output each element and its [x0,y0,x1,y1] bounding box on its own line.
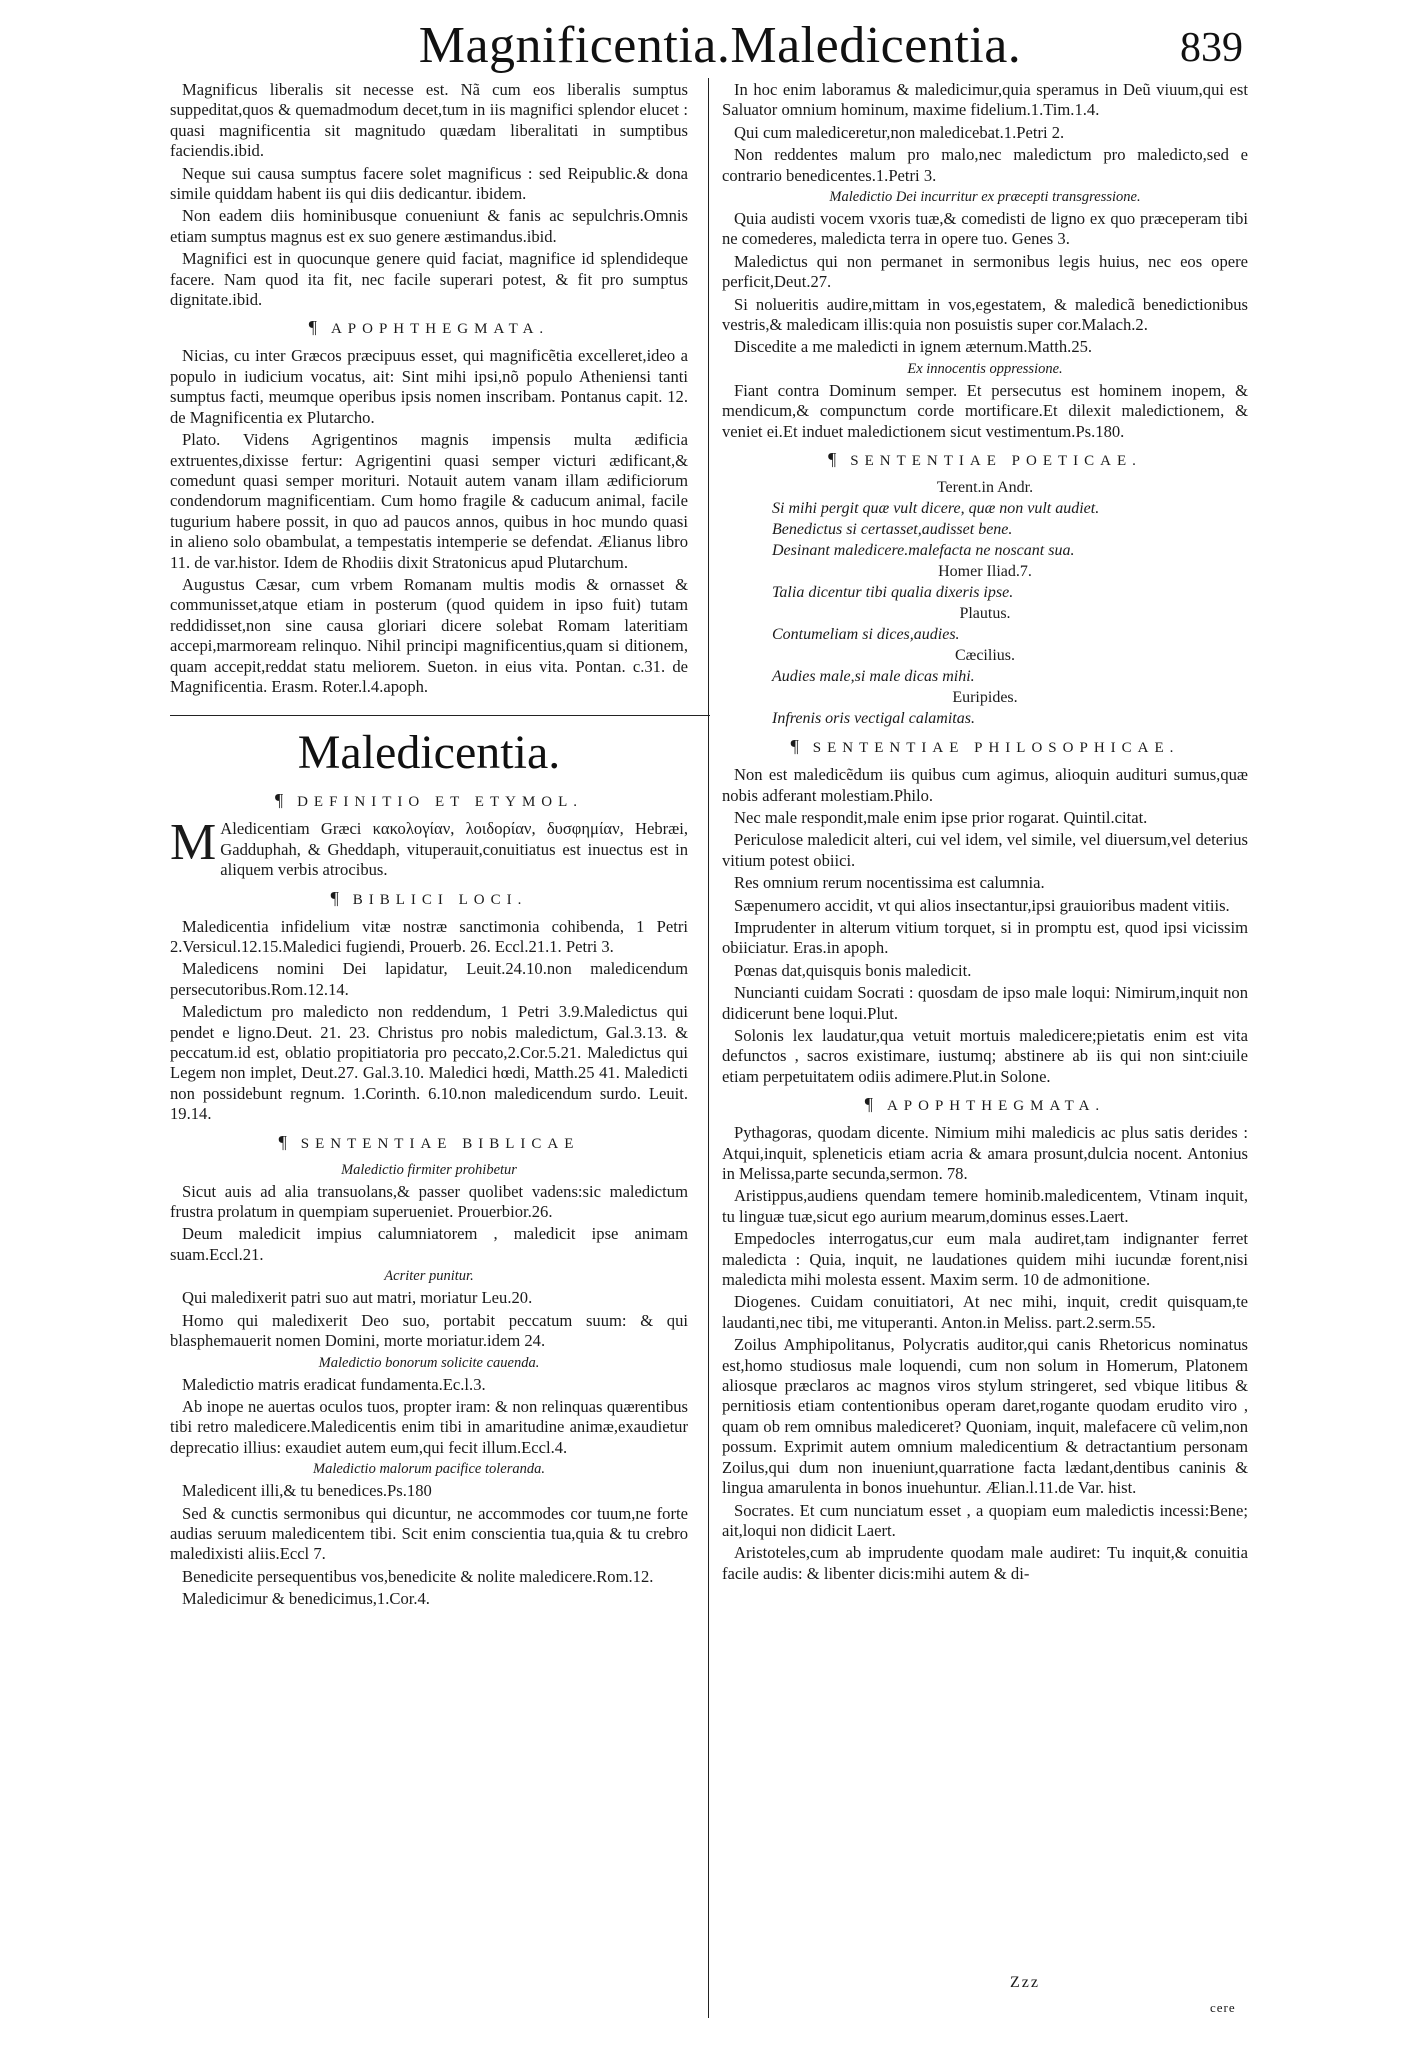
philosophicae-heading: ¶ SENTENTIAE PHILOSOPHICAE. [790,736,1180,757]
biblicae-continued [722,80,1248,186]
verse-line: Si mihi pergit quæ vult dicere, quæ non vult audiet. [772,500,1100,518]
philosophical-sentence: Periculose maledicit alteri, cui vel idem, vel simile, vel diuersum,vel deterius vitium potest obiici. [722,830,1248,870]
subhead-bonorum: Maledictio bonorum solicite cauenda. [318,1354,540,1371]
subhead-prohibetur: Maledictio firmiter prohibetur [341,1161,517,1178]
bible-sentence: Ab inope ne auertas oculos tuos, propter iram: & non relinquas quærentibus tibi retro maledicere.Maledicentis enim tibi in amaritudine animæ,exaudietur deprecatio illius: exaudiet autem eum,qui fecit illum.Eccl.4. [170,1396,688,1457]
bible-reference: Maledictum pro maledicto non reddendum, 1 Petri 3.9.Maledictus qui pendet e ligno.Deut. 21. 23. Christus pro nobis maledictum, Gal.3.13. & peccatum.id est, oblatio propitiatoria pro peccato,2.Cor.5.21. Maledictus qui Legem non implet, Deut.27. Gal.3.10. Maledici hœdi, Matth.25 41. Maledicti non possidebunt regnum. 1.Corinth. 6.10.non maledicendum surdo. Leuit. 19.14. [170,1002,688,1124]
biblicae-group-6 [722,381,1248,442]
bible-sentence: Deum maledicit impius calumniatorem , maledicit ipse animam suam.Eccl.21. [170,1224,688,1264]
apophthegm: Aristoteles,cum ab imprudente quodam male audiret: Tu inquit,& conuitia facile audis: & libenter dicis:mihi autem & di- [722,1543,1248,1583]
magnificentia-intro [170,80,688,310]
philosophical-sentence: Non est maledicẽdum iis quibus cum agimus, alioquin audituri sumus,quæ nobis adferant molestiam.Philo. [722,765,1248,805]
bible-sentence: Quia audisti vocem vxoris tuæ,& comedisti de ligno ex quo præceperam tibi ne comederes, maledicta terra in opere tuo. Genes 3. [722,209,1248,249]
poet-name: Homer Iliad.7. [938,563,1032,581]
apophthegm: Zoilus Amphipolitanus, Polycratis auditor,qui canis Rhetoricus nominatus est,homo studiosus male loquendi, cum non solum in Homerum, Platonem aliosque præclaros ac magnos viros stylum stringeret, sed vbique litibus & pernitiosis etiam contentionibus operam daret,rogante quodam erudito viro , quam ob rem omnibus malediceret? Quoniam, inquit, malefacere cũ velim,non possum. Exprimit autem omnium maledicentium & detractantium personam Zoilus,qui dum non inueniunt,quarratione facta lædant,dentibus caninis & lingua amarulenta in bonos inuehuntur. Ælian.l.11.de Var. hist. [722,1335,1248,1498]
apophthegm: Diogenes. Cuidam conuitiatori, At nec mihi, inquit, credit quisquam,te laudanti,nec tibi, me vituperanti. Anton.in Meliss. part.2.serm.55. [722,1292,1248,1332]
philosophical-sentence: Sæpenumero accidit, vt qui alios insectantur,ipsi grauioribus madent vitiis. [734,895,1230,915]
philosophical-sentence: Pœnas dat,quisquis bonis maledicit. [734,960,972,980]
paragraph: Non eadem diis hominibusque conueniunt & fanis ac sepulchris.Omnis etiam sumptus magnus est ex suo genere æstimandus.ibid. [170,206,688,246]
running-header-title: Magnificentia.Maledicentia. [418,17,1022,74]
left-apophthegmata-heading: ¶ APOPHTHEGMATA. [308,317,550,338]
apophthegm: Nicias, cu inter Græcos præcipuus esset, qui magnificẽtia excelleret,ideo a populo in iudicium vocatus, ait: Sint mihi ipsi,nõ populo Atheniensi tanti sumptus facti, meumque operibus ipsis nomen inscribam. Pontanus capit. 12. de Magnificentia ex Plutarcho. [170,346,688,427]
verse-line: Contumeliam si dices,audies. [772,626,960,644]
apophthegm: Pythagoras, quodam dicente. Nimium mihi maledicis ac plus satis derides : Atqui,inquit, spleneticis etiam acria & amara prosunt,dulcia nocent. Antonius in Melissa,parte secunda,sermon. 78. [722,1123,1248,1183]
apophthegm: Empedocles interrogatus,cur eum mala audiret,tam indignanter ferret maledicta : Quia, inquit, ne laudationes quidem mihi iucundæ forent,nisi maledicta mihi molesta essent. Maxim serm. 10 de admonitione. [722,1229,1248,1290]
bible-sentence: Qui maledixerit patri suo aut matri, moriatur Leu.20. [182,1288,533,1308]
bible-sentence: Si nolueritis audire,mittam in vos,egestatem, & maledicã benedictionibus vestris,& maledicam illis:quia non posuistis super cor.Malach.2. [722,294,1248,335]
left-apophthegmata-list [170,346,688,697]
bible-sentence: In hoc enim laboramus & maledicimur,quia speramus in Deũ viuum,qui est Saluator omnium hominum, maxime fidelium.1.Tim.1.4. [722,80,1248,120]
biblicae-group-2 [170,1288,688,1351]
right-apophthegmata-heading: ¶ APOPHTHEGMATA. [864,1094,1106,1115]
bible-reference: Maledicentia infidelium vitæ nostræ sanctimonia cohibenda, 1 Petri 2.Versicul.12.15.Maledici fugiendi, Prouerb. 26. Eccl.21.1. Petri 3. [170,916,688,956]
poet-name: Euripides. [952,689,1018,707]
apophthegm: Augustus Cæsar, cum vrbem Romanam multis modis & ornasset & communisset,atque etiam in posterum (quod quidem in ipso fuit) tutam reddidisset,non sine causa gloriari dicere solebat Romam lateritiam accepi,marmoream relinquo. Nihil principi magnificentius,quam si ditionem, quam accepit,reddat statu meliorem. Sueton. in eius vita. Pontan. c.31. de Magnificentia. Erasm. Roter.l.4.apoph. [170,574,688,696]
verse-line: Desinant maledicere.malefacta ne noscant sua. [772,542,1075,560]
bible-sentence: Qui cum malediceretur,non maledicebat.1.Petri 2. [734,122,1065,142]
philosophicae-list [722,765,1248,1087]
right-column [722,80,1248,1586]
poet-name: Cæcilius. [954,647,1015,665]
philosophical-sentence: Imprudenter in alterum vitium torquet, si in promptu est, quod ipsi vicissim obiiciatur. Eras.in apoph. [722,917,1248,958]
bible-sentence: Sed & cunctis sermonibus qui dicuntur, ne accommodes cor tuum,ne forte audias seruum maledicentem tibi. Scit enim conscientia tua,quia & tu crebro maledixisti aliis.Eccl 7. [170,1503,688,1564]
apophthegm: Plato. Videns Agrigentinos magnis impensis multa ædificia extruentes,dixisse fertur: Agrigentini quasi semper victuri ædificant,& comedunt quasi semper morituri. Notauit autem vanam illam ædificiorum condendorum magnificentiam. Cum homo fragile & caducum animal, facile tugurium habere possit, in quo ad paucos annos, quibus in hoc mundo quasi in alieno solo obambulat, a tempestatis intemperie se defendat. Ælianus libro 11. de var.histor. Idem de Rhodiis dixit Stratonicus apud Plutarchum. [170,430,688,572]
bible-sentence: Maledictus qui non permanet in sermonibus legis huius, nec eos opere perficit,Deut.27. [722,251,1248,292]
biblici-loci-list [170,917,688,1125]
subhead-malorum: Maledictio malorum pacifice toleranda. [313,1461,545,1478]
biblicae-group-3 [170,1375,688,1459]
poeticae-heading: ¶ SENTENTIAE POETICAE. [828,449,1142,470]
verse-line: Infrenis oris vectigal calamitas. [772,710,975,728]
column-divider [708,78,709,2018]
page-number: 839 [1180,25,1243,71]
paragraph: Magnifici est in quocunque genere quid faciat, magnifice id splendideque facere. Nam quod ita fit, nec facile superari potest, & fit pro sumptus dignitate.ibid. [170,249,688,310]
philosophical-sentence: Solonis lex laudatur,qua vetuit mortuis maledicere;pietatis enim est vita defunctos , sacros existimare, iustumq; abstinere ab iis qui non sint:ciuile etiam perpetuitatem odiis adimere.Plut.in Solone. [722,1025,1248,1086]
biblici-loci-heading: ¶ BIBLICI LOCI. [330,887,528,908]
drop-cap: M [170,814,217,872]
bible-sentence: Homo qui maledixerit Deo suo, portabit peccatum suum: & qui blasphemauerit nomen Domini, morte moriatur.idem 24. [170,1310,688,1351]
definitio-paragraph: M Aledicentiam Græci κακολογίαν, λοιδορίαν, δυσφημίαν, Hebræi, Gadduphah, & Gheddaph, vituperauit,conuitiatus est inuectus est in aliquem verbis atrocibus. [170,814,688,880]
apophthegm: Socrates. Et cum nunciatum esset , a quopiam eum maledictis incessi:Bene; ait,loqui non didicit Laert. [722,1500,1248,1540]
left-column [170,80,688,1612]
philosophical-sentence: Res omnium rerum nocentissima est calumnia. [734,873,1045,893]
right-apophthegmata-list [722,1123,1248,1584]
section-rule [170,715,710,716]
paragraph: Magnificus liberalis sit necesse est. Nã cum eos liberalis sumptus suppeditat,quos & quemadmodum decet,tum in iis magnifici splendor elucet : quasi magnificentia sit magnitudo quædam liberalitati in sumptibus faciendis.ibid. [170,80,688,161]
section-title-maledicentia: Maledicentia. [297,726,561,780]
poet-name: Terent.in Andr. [936,479,1034,497]
verse-line: Talia dicentur tibi qualia dixeris ipse. [772,584,1014,602]
bible-sentence: Benedicite persequentibus vos,benedicite & nolite maledicere.Rom.12. [182,1566,654,1586]
bible-sentence: Sicut auis ad alia transuolans,& passer quolibet vadens:sic maledictum frustra prolatum in quempiam superueniet. Prouerbior.26. [170,1181,688,1222]
bible-sentence: Fiant contra Dominum semper. Et persecutus est hominem inopem, & mendicum,& compunctum corde mortificare.Et dilexit maledictionem, & veniet ei.Et induet maledictionem sicut vestimentum.Ps.180. [722,380,1248,441]
bible-sentence: Maledictio matris eradicat fundamenta.Ec.l.3. [182,1374,486,1394]
sententiae-biblicae-heading: ¶ SENTENTIAE BIBLICAE [278,1131,580,1152]
poetic-quotes [722,478,1248,729]
philosophical-sentence: Nec male respondit,male enim ipse prior rogarat. Quintil.citat. [734,807,1148,827]
catchword: cere [1210,2000,1236,2015]
bible-sentence: Maledicimur & benedicimus,1.Cor.4. [182,1589,430,1609]
biblicae-group-4 [170,1481,688,1609]
verse-line: Audies male,si male dicas mihi. [772,668,975,686]
verse-line: Benedictus si certasset,audisset bene. [772,521,1013,539]
definitio-heading: ¶ DEFINITIO ET ETYMOL. [274,790,584,811]
biblicae-group-1 [170,1182,688,1266]
signature-mark: Zzz [1010,1974,1040,1991]
bible-sentence: Non reddentes malum pro malo,nec maledictum pro maledicto,sed e contrario benedicentes.1.Petri 3. [722,145,1248,185]
subhead-transgressione: Maledictio Dei incurritur ex præcepti transgressione. [829,189,1141,206]
paragraph: Neque sui causa sumptus facere solet magnificus : sed Reipublic.& dona simile quiddam habent iis qui diis dedicantur. ibidem. [170,163,688,204]
subhead-oppressione: Ex innocentis oppressione. [907,360,1063,377]
poet-name: Plautus. [959,605,1011,623]
biblicae-group-5 [722,209,1248,358]
apophthegm: Aristippus,audiens quendam temere hominib.maledicentem, Vtinam inquit, tu linguæ tuæ,sicut ego aurium mearum,dominus esses.Laert. [722,1186,1248,1226]
subhead-acriter: Acriter punitur. [384,1268,474,1285]
bible-sentence: Maledicent illi,& tu benedices.Ps.180 [182,1481,432,1501]
bible-reference: Maledicens nomini Dei lapidatur, Leuit.24.10.non maledicendum persecutoribus.Rom.12.14. [170,959,688,999]
bible-sentence: Discedite a me maledicti in ignem æternum.Matth.25. [734,337,1093,357]
philosophical-sentence: Nuncianti cuidam Socrati : quosdam de ipso male loqui: Nimirum,inquit non didicerunt bene loqui.Plut. [722,983,1248,1023]
